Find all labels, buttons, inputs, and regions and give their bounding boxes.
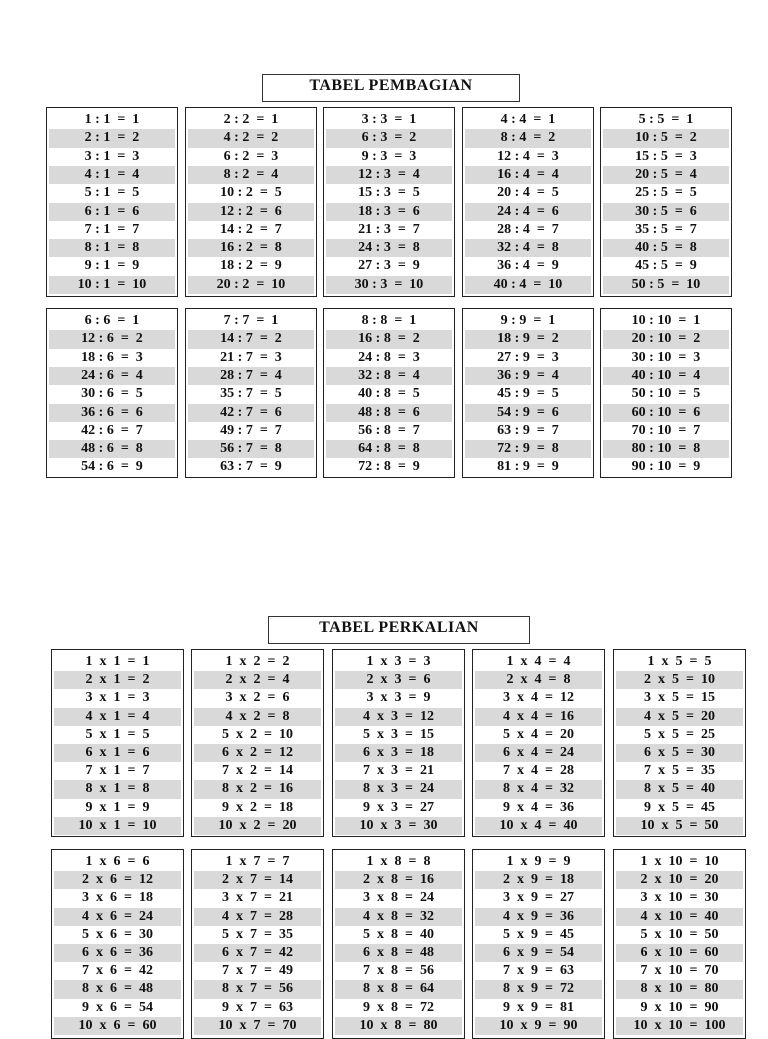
- multiplication-table-6: [51, 849, 184, 1039]
- table-row: 16 : 8 = 2: [326, 330, 452, 348]
- table-row: 14 : 7 = 2: [188, 330, 314, 348]
- table-row: 18 : 9 = 2: [465, 330, 591, 348]
- division-table-5: [600, 107, 732, 297]
- table-row: 1 x 9 = 9: [506, 854, 571, 869]
- table-row: 8 x 5 = 40: [616, 780, 743, 798]
- table-row: 9 : 1 = 9: [84, 258, 140, 274]
- table-row: 7 x 2 = 14: [222, 763, 293, 779]
- table-row: 5 x 2 = 10: [222, 726, 293, 742]
- table-row: 7 x 8 = 56: [363, 963, 434, 979]
- table-row: 4 : 2 = 2: [188, 129, 314, 147]
- table-row: 12 : 6 = 2: [49, 330, 175, 348]
- table-row: 8 x 10 = 80: [616, 980, 743, 998]
- table-row: 30 : 5 = 6: [603, 203, 729, 221]
- table-row: 36 : 6 = 6: [49, 404, 175, 422]
- table-row: 72 : 8 = 9: [358, 459, 420, 475]
- table-row: 6 x 10 = 60: [616, 944, 743, 962]
- table-row: 10 x 10 = 100: [616, 1017, 743, 1035]
- table-row: 3 x 5 = 15: [644, 690, 715, 706]
- multiplication-table-8: [332, 849, 465, 1039]
- table-row: 3 x 10 = 30: [640, 890, 719, 906]
- table-row: 20 : 4 = 5: [497, 185, 559, 201]
- table-row: 20 : 5 = 4: [603, 166, 729, 184]
- table-row: 7 : 7 = 1: [223, 313, 279, 328]
- table-row: 15 : 3 = 5: [358, 185, 420, 201]
- table-row: 5 x 3 = 15: [363, 726, 434, 742]
- table-row: 6 x 9 = 54: [475, 944, 602, 962]
- table-row: 1 x 10 = 10: [640, 854, 719, 869]
- table-row: 42 : 6 = 7: [81, 422, 143, 438]
- table-row: 9 : 3 = 3: [361, 148, 417, 164]
- table-row: 50 : 5 = 10: [603, 276, 729, 294]
- table-row: 20 : 2 = 10: [188, 276, 314, 294]
- multiplication-table-2: [191, 649, 324, 837]
- table-row: 2 x 1 = 2: [54, 671, 181, 689]
- table-row: 6 : 2 = 3: [223, 148, 279, 164]
- table-row: 18 : 3 = 6: [326, 203, 452, 221]
- table-row: 15 : 5 = 3: [635, 148, 697, 164]
- table-row: 4 x 2 = 8: [194, 708, 321, 726]
- table-row: 9 x 7 = 63: [222, 999, 293, 1015]
- table-row: 24 : 3 = 8: [326, 239, 452, 257]
- table-row: 42 : 7 = 6: [188, 404, 314, 422]
- table-row: 54 : 9 = 6: [465, 404, 591, 422]
- table-row: 1 : 1 = 1: [84, 112, 140, 127]
- table-row: 12 : 2 = 6: [188, 203, 314, 221]
- table-row: 8 : 8 = 1: [361, 313, 417, 328]
- table-row: 9 x 1 = 9: [85, 799, 150, 815]
- table-row: 28 : 7 = 4: [188, 367, 314, 385]
- table-row: 1 x 5 = 5: [647, 654, 712, 669]
- multiplication-table-9: [472, 849, 605, 1039]
- table-row: 1 x 6 = 6: [85, 854, 150, 869]
- division-title: TABEL PEMBAGIAN: [262, 74, 520, 102]
- table-row: 3 x 6 = 18: [82, 890, 153, 906]
- table-row: 8 x 9 = 72: [475, 980, 602, 998]
- table-row: 1 x 8 = 8: [366, 854, 431, 869]
- table-row: 10 : 2 = 5: [220, 185, 282, 201]
- table-row: 7 x 10 = 70: [640, 963, 719, 979]
- table-row: 5 x 9 = 45: [503, 926, 574, 942]
- division-table-3: [323, 107, 455, 297]
- table-row: 4 x 8 = 32: [335, 908, 462, 926]
- table-row: 30 : 3 = 10: [326, 276, 452, 294]
- table-row: 32 : 4 = 8: [465, 239, 591, 257]
- table-row: 2 : 1 = 2: [49, 129, 175, 147]
- table-row: 63 : 7 = 9: [220, 459, 282, 475]
- table-row: 40 : 4 = 10: [465, 276, 591, 294]
- table-row: 9 x 2 = 18: [222, 799, 293, 815]
- table-row: 36 : 9 = 4: [465, 367, 591, 385]
- table-row: 4 x 6 = 24: [54, 908, 181, 926]
- table-row: 24 : 4 = 6: [465, 203, 591, 221]
- table-row: 7 x 4 = 28: [503, 763, 574, 779]
- table-row: 5 x 1 = 5: [85, 726, 150, 742]
- table-row: 49 : 7 = 7: [220, 422, 282, 438]
- table-row: 2 : 2 = 1: [223, 112, 279, 127]
- table-row: 7 x 5 = 35: [644, 763, 715, 779]
- table-row: 5 x 7 = 35: [222, 926, 293, 942]
- table-row: 27 : 9 = 3: [497, 349, 559, 365]
- table-row: 10 x 1 = 10: [54, 817, 181, 835]
- table-row: 3 x 9 = 27: [503, 890, 574, 906]
- division-table-9: [462, 308, 594, 478]
- division-table-1: [46, 107, 178, 297]
- table-row: 6 : 3 = 2: [326, 129, 452, 147]
- table-row: 9 x 10 = 90: [640, 999, 719, 1015]
- division-table-10: [600, 308, 732, 478]
- multiplication-title: TABEL PERKALIAN: [268, 616, 530, 644]
- table-row: 60 : 10 = 6: [603, 404, 729, 422]
- table-row: 30 : 6 = 5: [81, 386, 143, 402]
- division-table-8: [323, 308, 455, 478]
- table-row: 35 : 7 = 5: [220, 386, 282, 402]
- table-row: 8 x 6 = 48: [54, 980, 181, 998]
- multiplication-table-4: [472, 649, 605, 837]
- table-row: 5 x 4 = 20: [503, 726, 574, 742]
- table-row: 10 x 4 = 40: [475, 817, 602, 835]
- table-row: 10 : 1 = 10: [49, 276, 175, 294]
- table-row: 3 x 2 = 6: [225, 690, 290, 706]
- table-row: 63 : 9 = 7: [497, 422, 559, 438]
- table-row: 6 x 4 = 24: [475, 744, 602, 762]
- table-row: 9 x 6 = 54: [82, 999, 153, 1015]
- table-row: 2 x 9 = 18: [475, 871, 602, 889]
- table-row: 8 : 1 = 8: [49, 239, 175, 257]
- table-row: 9 x 8 = 72: [363, 999, 434, 1015]
- table-row: 1 x 2 = 2: [225, 654, 290, 669]
- table-row: 10 : 10 = 1: [631, 313, 701, 328]
- table-row: 9 : 9 = 1: [500, 313, 556, 328]
- multiplication-table-5: [613, 649, 746, 837]
- table-row: 2 x 8 = 16: [335, 871, 462, 889]
- table-row: 18 : 2 = 9: [220, 258, 282, 274]
- table-row: 7 x 9 = 63: [503, 963, 574, 979]
- table-row: 36 : 4 = 9: [497, 258, 559, 274]
- table-row: 7 x 6 = 42: [82, 963, 153, 979]
- table-row: 4 : 1 = 4: [49, 166, 175, 184]
- table-row: 9 x 9 = 81: [503, 999, 574, 1015]
- table-row: 72 : 9 = 8: [465, 440, 591, 458]
- table-row: 2 x 5 = 10: [616, 671, 743, 689]
- table-row: 2 x 7 = 14: [194, 871, 321, 889]
- table-row: 14 : 2 = 7: [220, 221, 282, 237]
- table-row: 56 : 8 = 7: [358, 422, 420, 438]
- table-row: 48 : 6 = 8: [49, 440, 175, 458]
- table-row: 4 x 7 = 28: [194, 908, 321, 926]
- table-row: 8 x 8 = 64: [335, 980, 462, 998]
- table-row: 9 x 3 = 27: [363, 799, 434, 815]
- table-row: 6 x 8 = 48: [335, 944, 462, 962]
- table-row: 56 : 7 = 8: [188, 440, 314, 458]
- table-row: 6 x 7 = 42: [194, 944, 321, 962]
- table-row: 8 x 4 = 32: [475, 780, 602, 798]
- multiplication-table-1: [51, 649, 184, 837]
- table-row: 3 : 1 = 3: [84, 148, 140, 164]
- table-row: 8 : 2 = 4: [188, 166, 314, 184]
- table-row: 4 x 3 = 12: [335, 708, 462, 726]
- table-row: 30 : 10 = 3: [631, 349, 701, 365]
- table-row: 18 : 6 = 3: [81, 349, 143, 365]
- table-row: 20 : 10 = 2: [603, 330, 729, 348]
- table-row: 4 x 10 = 40: [616, 908, 743, 926]
- table-row: 2 x 3 = 6: [335, 671, 462, 689]
- table-row: 32 : 8 = 4: [326, 367, 452, 385]
- table-row: 2 x 4 = 8: [475, 671, 602, 689]
- table-row: 50 : 10 = 5: [631, 386, 701, 402]
- table-row: 10 : 5 = 2: [603, 129, 729, 147]
- table-row: 3 x 7 = 21: [222, 890, 293, 906]
- table-row: 25 : 5 = 5: [635, 185, 697, 201]
- table-row: 7 x 7 = 49: [222, 963, 293, 979]
- division-table-4: [462, 107, 594, 297]
- table-row: 6 x 3 = 18: [335, 744, 462, 762]
- table-row: 3 : 3 = 1: [361, 112, 417, 127]
- table-row: 10 x 5 = 50: [616, 817, 743, 835]
- multiplication-table-3: [332, 649, 465, 837]
- table-row: 64 : 8 = 8: [326, 440, 452, 458]
- table-row: 10 x 7 = 70: [194, 1017, 321, 1035]
- table-row: 3 x 4 = 12: [503, 690, 574, 706]
- table-row: 16 : 4 = 4: [465, 166, 591, 184]
- table-row: 24 : 6 = 4: [49, 367, 175, 385]
- multiplication-table-10: [613, 849, 746, 1039]
- table-row: 8 x 7 = 56: [194, 980, 321, 998]
- division-table-6: [46, 308, 178, 478]
- table-row: 21 : 3 = 7: [358, 221, 420, 237]
- table-row: 12 : 3 = 4: [326, 166, 452, 184]
- table-row: 16 : 2 = 8: [188, 239, 314, 257]
- table-row: 5 x 6 = 30: [82, 926, 153, 942]
- table-row: 5 x 10 = 50: [640, 926, 719, 942]
- table-row: 8 x 2 = 16: [194, 780, 321, 798]
- table-row: 70 : 10 = 7: [631, 422, 701, 438]
- table-row: 12 : 4 = 3: [497, 148, 559, 164]
- table-row: 4 x 9 = 36: [475, 908, 602, 926]
- table-row: 24 : 8 = 3: [358, 349, 420, 365]
- table-row: 5 : 1 = 5: [84, 185, 140, 201]
- table-row: 10 x 9 = 90: [475, 1017, 602, 1035]
- table-row: 10 x 3 = 30: [335, 817, 462, 835]
- table-row: 10 x 8 = 80: [335, 1017, 462, 1035]
- division-table-7: [185, 308, 317, 478]
- table-row: 2 x 10 = 20: [616, 871, 743, 889]
- table-row: 10 x 6 = 60: [54, 1017, 181, 1035]
- table-row: 7 x 1 = 7: [85, 763, 150, 779]
- table-row: 6 x 5 = 30: [616, 744, 743, 762]
- table-row: 7 x 3 = 21: [363, 763, 434, 779]
- table-row: 7 : 1 = 7: [84, 221, 140, 237]
- table-row: 54 : 6 = 9: [81, 459, 143, 475]
- table-row: 3 x 8 = 24: [363, 890, 434, 906]
- table-row: 80 : 10 = 8: [603, 440, 729, 458]
- table-row: 1 x 3 = 3: [366, 654, 431, 669]
- table-row: 40 : 10 = 4: [603, 367, 729, 385]
- table-row: 28 : 4 = 7: [497, 221, 559, 237]
- table-row: 2 x 2 = 4: [194, 671, 321, 689]
- table-row: 45 : 9 = 5: [497, 386, 559, 402]
- table-row: 4 x 5 = 20: [616, 708, 743, 726]
- table-row: 1 x 7 = 7: [225, 854, 290, 869]
- table-row: 9 x 5 = 45: [644, 799, 715, 815]
- table-row: 40 : 8 = 5: [358, 386, 420, 402]
- table-row: 5 x 5 = 25: [644, 726, 715, 742]
- table-row: 6 x 1 = 6: [54, 744, 181, 762]
- table-row: 4 : 4 = 1: [500, 112, 556, 127]
- table-row: 6 : 6 = 1: [84, 313, 140, 328]
- division-table-2: [185, 107, 317, 297]
- table-row: 6 x 6 = 36: [54, 944, 181, 962]
- table-row: 10 x 2 = 20: [194, 817, 321, 835]
- table-row: 6 : 1 = 6: [49, 203, 175, 221]
- table-row: 2 x 6 = 12: [54, 871, 181, 889]
- table-row: 5 x 8 = 40: [363, 926, 434, 942]
- multiplication-table-7: [191, 849, 324, 1039]
- table-row: 1 x 1 = 1: [85, 654, 150, 669]
- table-row: 4 x 4 = 16: [475, 708, 602, 726]
- table-row: 8 x 1 = 8: [54, 780, 181, 798]
- table-row: 40 : 5 = 8: [603, 239, 729, 257]
- table-row: 21 : 7 = 3: [220, 349, 282, 365]
- table-row: 81 : 9 = 9: [497, 459, 559, 475]
- table-row: 6 x 2 = 12: [194, 744, 321, 762]
- table-row: 5 : 5 = 1: [638, 112, 694, 127]
- table-row: 9 x 4 = 36: [503, 799, 574, 815]
- table-row: 90 : 10 = 9: [631, 459, 701, 475]
- table-row: 8 x 3 = 24: [335, 780, 462, 798]
- table-row: 1 x 4 = 4: [506, 654, 571, 669]
- table-row: 3 x 3 = 9: [366, 690, 431, 706]
- table-row: 45 : 5 = 9: [635, 258, 697, 274]
- table-row: 27 : 3 = 9: [358, 258, 420, 274]
- table-row: 3 x 1 = 3: [85, 690, 150, 706]
- table-row: 35 : 5 = 7: [635, 221, 697, 237]
- table-row: 4 x 1 = 4: [54, 708, 181, 726]
- table-row: 48 : 8 = 6: [326, 404, 452, 422]
- table-row: 8 : 4 = 2: [465, 129, 591, 147]
